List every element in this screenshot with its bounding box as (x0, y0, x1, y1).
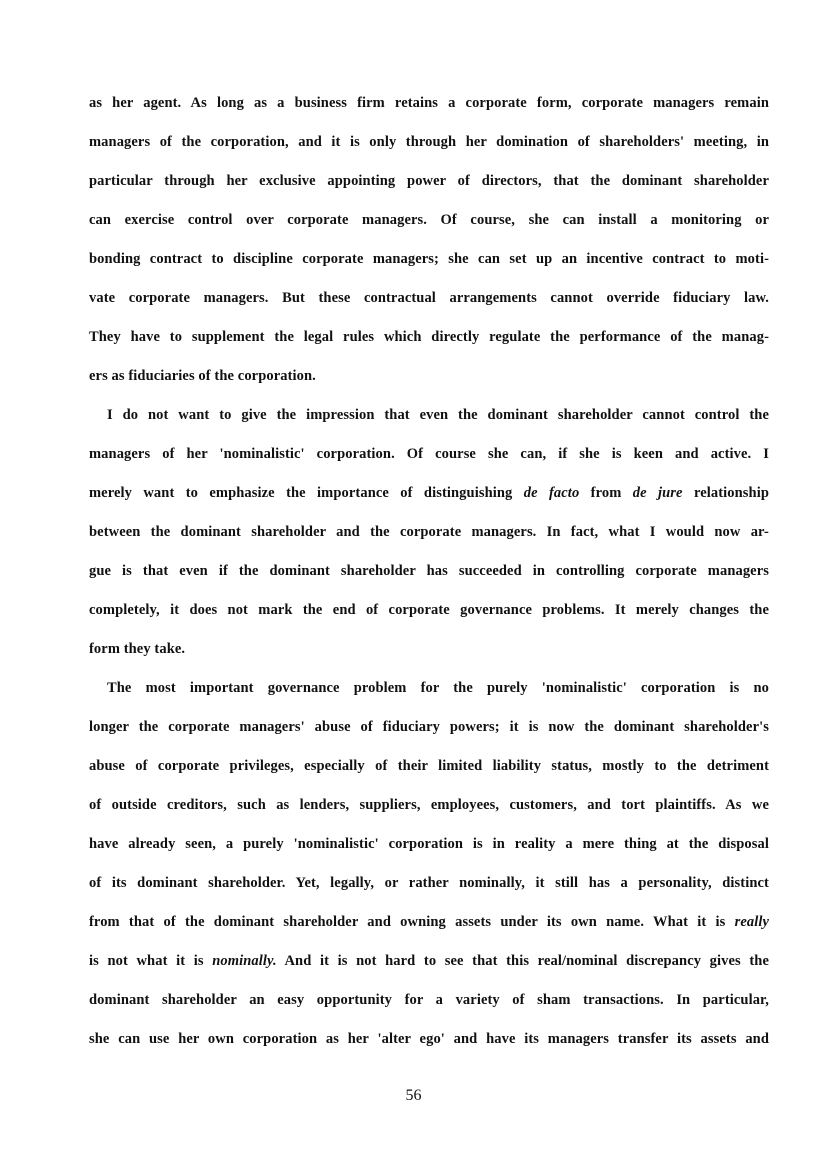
text-span: form they take. (89, 641, 186, 657)
text-span: vate corporate managers. But these contractual arrangements cannot override fiduciary law. (89, 290, 769, 306)
text-line (89, 718, 769, 736)
text-line (89, 796, 769, 814)
text-span: have already seen, a purely 'nominalistic' corporation is in reality a mere thing at the disposal (89, 836, 769, 852)
text-line (89, 1030, 769, 1048)
text-span: ers as fiduciaries of the corporation. (89, 368, 316, 384)
text-line (89, 601, 769, 619)
text-span: merely want to emphasize the importance of distinguishing (89, 485, 524, 501)
page-number: 56 (405, 1087, 422, 1104)
text-span: as her agent. As long as a business firm retains a corporate form, corporate managers remain (89, 95, 769, 111)
italic-text: really (734, 914, 769, 930)
text-line (107, 406, 769, 424)
text-span: bonding contract to discipline corporate managers; she can set up an incentive contract to moti- (89, 251, 769, 267)
text-span: is not what it is (89, 953, 213, 969)
text-span: of its dominant shareholder. Yet, legally, or rather nominally, it still has a personality, distinct (89, 875, 769, 891)
text-line (89, 835, 769, 853)
text-line (89, 913, 769, 931)
text-line (107, 679, 769, 697)
text-line (89, 484, 769, 502)
text-line (89, 172, 769, 190)
text-span: gue is that even if the dominant shareholder has succeeded in controlling corporate managers (89, 563, 769, 579)
text-line (89, 640, 769, 658)
text-line (89, 211, 769, 229)
text-line (89, 562, 769, 580)
text-span: relationship (682, 485, 769, 501)
text-span: And it is not hard to see that this real/nominal discrepancy gives the (276, 953, 769, 969)
italic-text: nominally. (212, 953, 277, 969)
text-span: completely, it does not mark the end of corporate governance problems. It merely changes the (89, 602, 769, 618)
italic-text: de facto (523, 485, 580, 501)
text-span: longer the corporate managers' abuse of fiduciary powers; it is now the dominant shareholder's (89, 719, 769, 735)
text-span: I do not want to give the impression that even the dominant shareholder cannot control the (107, 407, 769, 423)
italic-text: de jure (632, 485, 683, 501)
text-line (89, 289, 769, 307)
text-line (89, 523, 769, 541)
text-span: from (579, 485, 633, 501)
text-span: between the dominant shareholder and the corporate managers. In fact, what I would now ar- (89, 524, 769, 540)
text-line (89, 328, 769, 346)
text-span: They have to supplement the legal rules which directly regulate the performance of the manag- (89, 329, 769, 345)
text-line (89, 991, 769, 1009)
text-line (89, 445, 769, 463)
text-span: from that of the dominant shareholder and owning assets under its own name. What it is (89, 914, 735, 930)
text-span: The most important governance problem for the purely 'nominalistic' corporation is no (107, 680, 769, 696)
text-span: she can use her own corporation as her 'alter ego' and have its managers transfer its assets and (89, 1031, 769, 1047)
text-span: abuse of corporate privileges, especially of their limited liability status, mostly to the detriment (89, 758, 769, 774)
text-line (89, 133, 769, 151)
text-line (89, 250, 769, 268)
text-line (89, 94, 769, 112)
text-span: dominant shareholder an easy opportunity for a variety of sham transactions. In particular, (89, 992, 769, 1008)
text-line (89, 367, 769, 385)
text-span: of outside creditors, such as lenders, suppliers, employees, customers, and tort plaintiffs. As we (89, 797, 769, 813)
text-line (89, 757, 769, 775)
text-span: particular through her exclusive appointing power of directors, that the dominant shareholder (89, 173, 769, 189)
text-span: can exercise control over corporate managers. Of course, she can install a monitoring or (89, 212, 769, 228)
text-line (89, 874, 769, 892)
text-line (89, 952, 769, 970)
text-span: managers of the corporation, and it is only through her domination of shareholders' meeting, in (89, 134, 769, 150)
text-span: managers of her 'nominalistic' corporation. Of course she can, if she is keen and active. I (89, 446, 769, 462)
